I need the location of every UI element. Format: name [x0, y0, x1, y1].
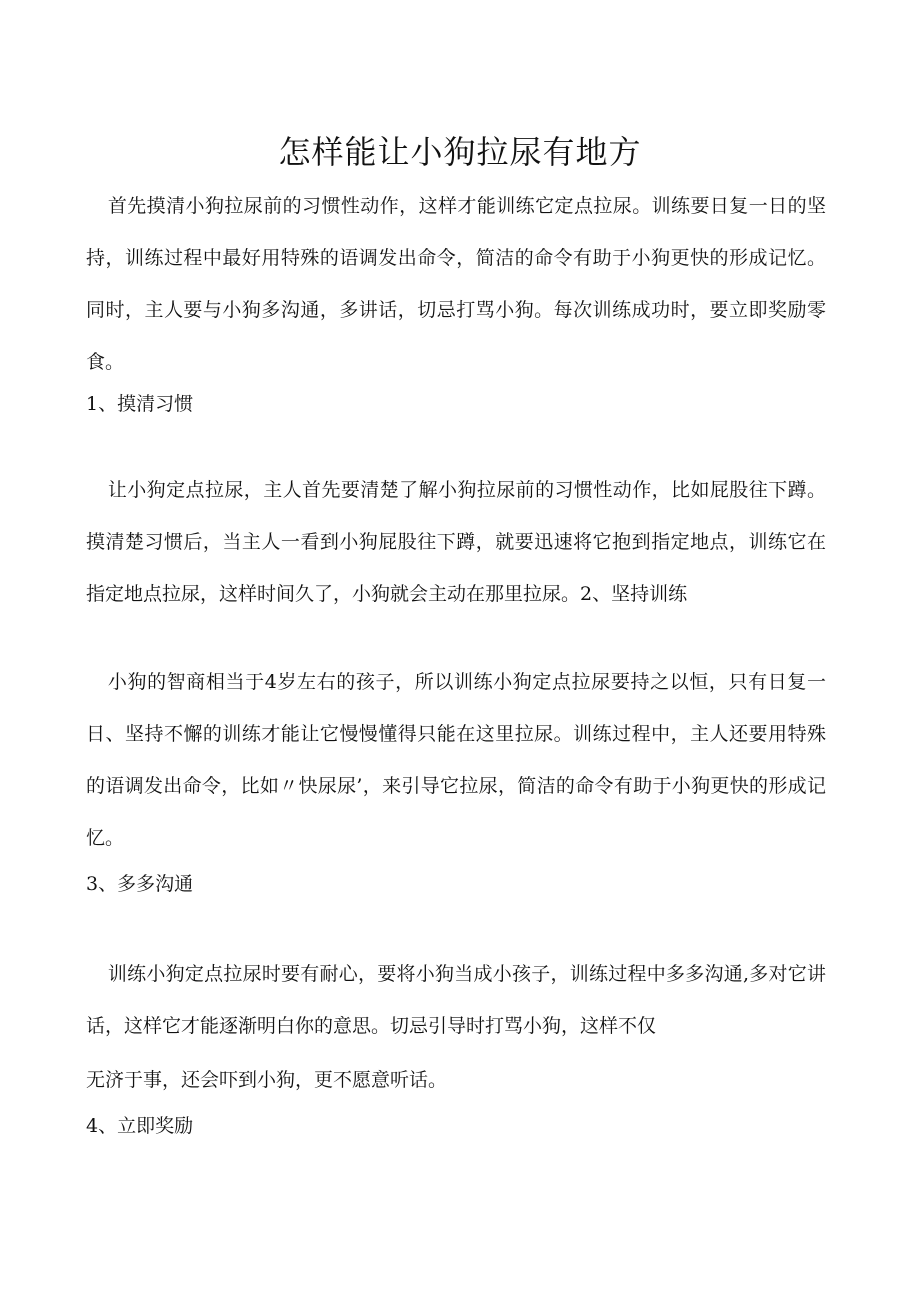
- section-3-heading: 3、多多沟通: [86, 873, 194, 895]
- section-3-paragraph-continued: 无济于事，还会吓到小狗，更不愿意听话。: [86, 1069, 448, 1091]
- section-4-heading: 4、立即奖励: [86, 1115, 194, 1137]
- intro-paragraph: 首先摸清小狗拉尿前的习惯性动作，这样才能训练它定点拉尿。训练要日复一日的坚持，训练过程中最好用特殊的语调发出命令，简洁的命令有助于小狗更快的形成记忆。同时，主人要与小狗多沟通，多讲话，切忌打骂小狗。每次训练成功时，要立即奖励零食。: [86, 195, 826, 373]
- section-3-paragraph: 训练小狗定点拉尿时要有耐心，要将小狗当成小孩子，训练过程中多多沟通,多对它讲话，这样它才能逐渐明白你的意思。切忌引导时打骂小狗，这样不仅: [86, 963, 826, 1037]
- section-1-paragraph: 让小狗定点拉尿，主人首先要清楚了解小狗拉尿前的习惯性动作，比如屁股往下蹲。摸清楚习惯后，当主人一看到小狗屁股往下蹲，就要迅速将它抱到指定地点，训练它在指定地点拉尿，这样时间久了，小狗就会主动在那里拉尿。2、坚持训练: [86, 479, 826, 605]
- document-title: 怎样能让小狗拉尿有地方: [278, 133, 642, 171]
- section-2-paragraph: 小狗的智商相当于4岁左右的孩子，所以训练小狗定点拉尿要持之以恒，只有日复一日、坚持不懈的训练才能让它慢慢懂得只能在这里拉尿。训练过程中，主人还要用特殊的语调发出命令，比如〃快尿尿’，来引导它拉尿，简洁的命令有助于小狗更快的形成记忆。: [86, 671, 826, 849]
- section-1-heading: 1、摸清习惯: [86, 393, 194, 415]
